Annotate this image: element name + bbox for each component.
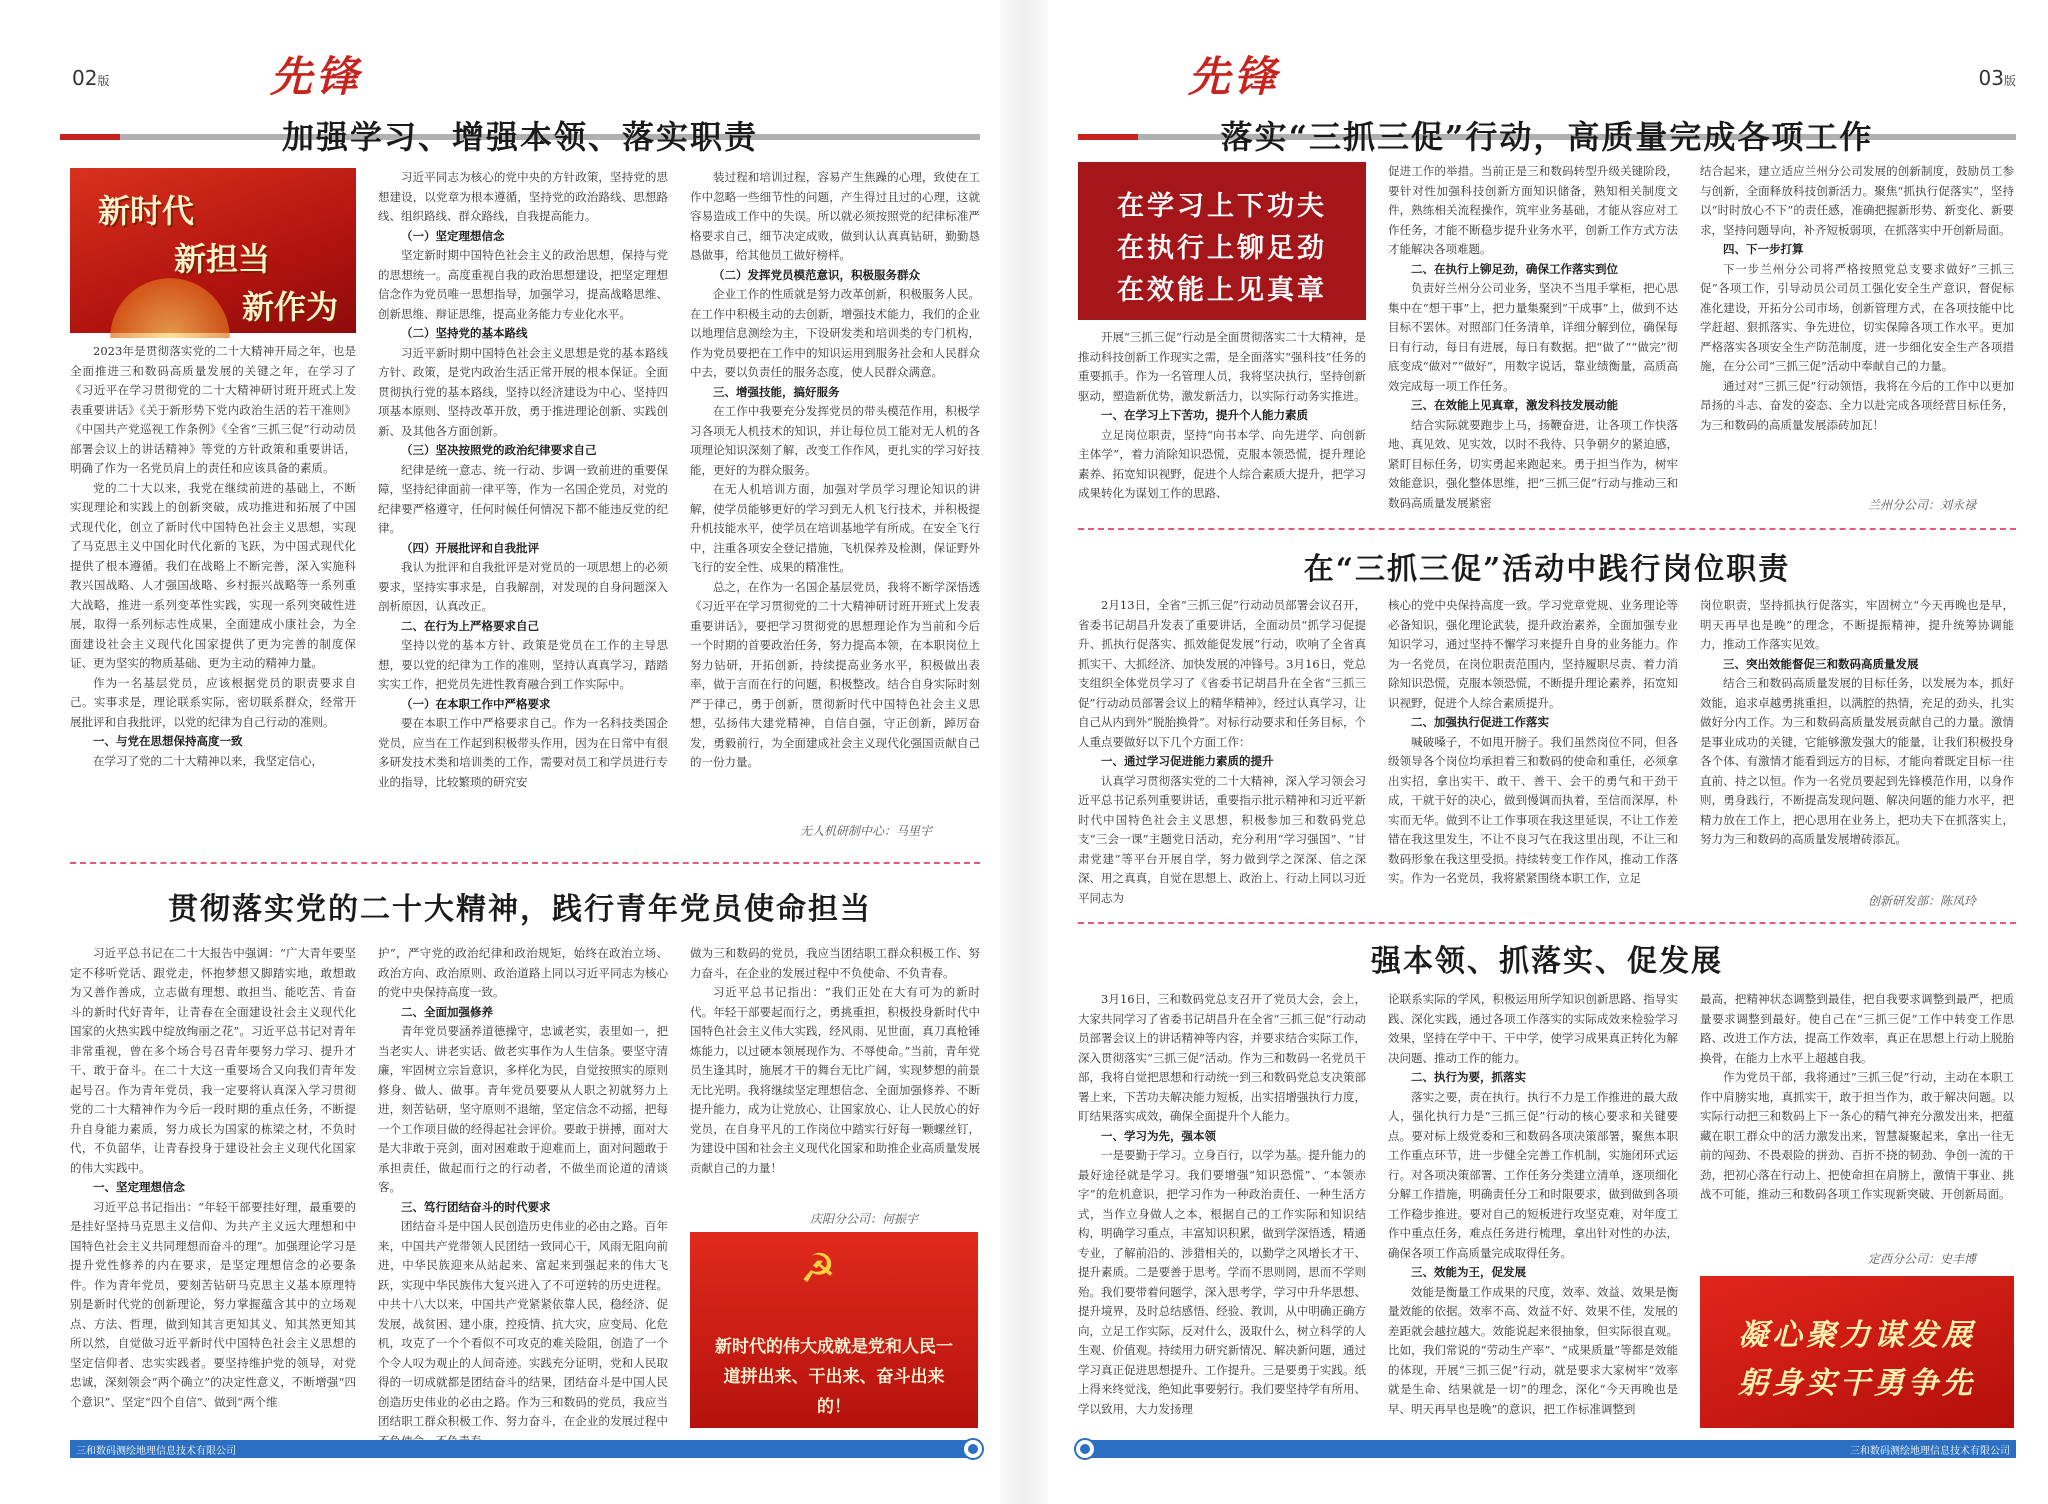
section-heading: 四、下一步打算 (1723, 242, 1804, 256)
section-heading: 三、效能为王，促发展 (1411, 1265, 1526, 1279)
section-heading: 一、通过学习促进能力素质的提升 (1101, 754, 1274, 768)
article-column: 最高，把精神状态调整到最佳，把自我要求调整到最严，把质量要求调整到最好。使自己在“三抓三促”工作中转变工作思路、改进工作方法，提高工作效率，真正在思想上行动上脱胎换骨，在能力上水平上超越自我。 作为党员干部，我将通过“三抓三促”行动，主动在本职工作中肩膀实地，真抓实干，敢于担当作为，敢于解决问题。以实际行动把三和数码上下一条心的精气神充分激发出来，把蕴藏在职工群众中的活力激发出来，智慧凝聚起来，拿出一往无前的闯劲、不畏艰险的拼劲、百折不挠的韧劲、争创一流的干劲，把初心落在行动上、把使命担在肩膀上，激情干事业、挑战不可能，推动三和数码各项工作实现新突破、开创新局面。 (1700, 992, 2014, 1201)
section-heading: 三、突出效能督促三和数码高质量发展 (1723, 656, 1919, 671)
article-column: 习近平同志为核心的党中央的方针政策，坚持党的思想建设，以党章为根本遵循，坚持党的政治路线、思想路线、组织路线、群众路线，自我提高能力。 （一）坚定理想信念 坚定新时期中国特色社会主义的政治思想，保持与党的思想统一。高度重视自我的政治思想建设，把坚定理想信念作为党员唯一思想指导，加强学习，提高战略思维、创新思维、辩证思维，提高业务能力专业化水平。 （二）坚持党的基本路线 习近平新时期中国特色社会主义思想是党的基本路线方针、政策，是党内政治生活正常开展的根本保证。全面贯彻执行党的基本路线，坚持以经济建设为中心、坚持四项基本原则、坚持改革开放，勇于推进理论创新、实践创新、及其他各方面创新。 （三）坚决按照党的政治纪律要求自己 纪律是统一意志、统一行动、步调一致前进的重要保障，坚持纪律面前一律平等，作为一名国企党员，对党的纪律要严格遵守，任何时候任何情况下都不能违反党的纪律。 （四）开展批评和自我批评 我认为批评和自我批评是对党员的一项思想上的必须要求，坚持实事求是，自我解剖，对发现的自身问题深入剖析原因，认真改正。 二、在行为上严格要求自己 坚持以党的基本方针、政策是党员在工作的主导思想，要以党的纪律为工作的准则，坚持认真真学习，踏踏实实工作，把党员先进性教育融合到工作实际中。 （一）在本职工作中严格要求 要在本职工作中严格要求自己。作为一名科技类国企党员，应当在工作起到积极带头作用，因为在日常中有很多研发技术类和培训类的工作，需要对员工和学员进行专业的指导，比较繁琐的研究安 (378, 170, 668, 789)
section-divider (70, 862, 980, 864)
section-heading: 一、与党在思想保持高度一致 (93, 734, 243, 748)
article-column: 装过程和培训过程，容易产生焦躁的心理，致使在工作中忽略一些细节性的问题，产生得过且过的心理，这就容易造成工作中的失误。所以就必须按照党的纪律标准严格要求自己，细节决定成败，做到认认真真钻研，勤勤恳恳做事，给其他员工做好榜样。 （二）发挥党员模范意识，积极服务群众 企业工作的性质就是努力改革创新，积极服务人民。在工作中积极主动的去创新，增强技术能力，我们的企业以地理信息测绘为主，下设研发类和培训类的专门机构，作为党员要把在工作中的知识运用到服务社会和人民群众中去，要以负责任的服务态度，使人民群众满意。 三、增强技能，搞好服务 在工作中我要充分发挥党员的带头模范作用，积极学习各项无人机技术的知识，并让每位员工能对无人机的各项理论知识深刻了解，改变工作作风，更扎实的学习好技能，更好的为群众服务。 在无人机培训方面，加强对学员学习理论知识的讲解，使学员能够更好的学习到无人机飞行技术，并积极提升机技能水平，使学员在培训基地学有所成。在安全飞行中，注重各项安全登记措施，飞机保养及检测，保证野外飞行的安全性、成果的精准性。 总之，在作为一名国企基层党员，我将不断学深悟透《习近平在学习贯彻党的二十大精神研讨班开班式上发表重要讲话》，要把学习贯彻党的思想理论作为当前和今后一个时期的首要政治任务，努力提高本领，在本职岗位上努力钻研，开拓创新，持续提高业务水平，积极做出表率，做于言而在行的问题，积极整改。结合自身实际时刻严于律己，勇于创新，贯彻新时代中国特色社会主义思想，弘扬伟大建党精神，自信自强，守正创新，踔厉奋发，勇毅前行，为全面建成社会主义现代化强国贡献自己的一份力量。 (690, 170, 980, 769)
article-title: 强本领、抓落实、促发展 (1371, 944, 1723, 979)
article-column: 结合起来，建立适应兰州分公司发展的创新制度，鼓励员工参与创新，全面释放科技创新活力。聚焦“抓执行促落实”，坚持以“时时放心不下”的责任感，准确把握新形势、新变化、新要求，坚持问题导向，补齐短板弱项，在抓落实中开创新局面。 四、下一步打算 下一步兰州分公司将严格按照党总支要求做好“三抓三促”各项工作，引导动员公司员工强化安全生产意识，督促标准化建设，开拓分公司市场，创新管理方式，在各项技能中比学赶超、狠抓落实、争先进位，切实保障各项工作水平。更加严格落实各项安全生产防范制度，进一步细化安全生产各项措施，在分公司“三抓三促”活动中奉献自己的力量。 通过对“三抓三促”行动领悟，我将在今后的工作中以更加昂扬的斗志、奋发的姿态、全力以赴完成各项经营目标任务，为三和数码的高质量发展添砖加瓦！ (1700, 164, 2014, 432)
right-masthead (1078, 44, 2016, 101)
page-footer (1078, 1440, 2016, 1458)
article-banner-image: 在学习上下功夫 在执行上铆足劲 在效能上见真章 (1078, 162, 1366, 320)
article-title: 落实“三抓三促”行动，高质量完成各项工作 (1220, 118, 1874, 156)
article-column: 做为三和数码的党员，我应当团结职工群众积极工作、努力奋斗，在企业的发展过程中不负使命、不负青春。 习近平总书记指出：“我们正处在大有可为的新时代。年轻干部要起而行之，勇挑重担，积极投身新时代中国特色社会主义伟大实践，经风雨、见世面，真刀真枪锤炼能力，以过硬本领展现作为、不辱使命。”当前，青年党员生逢其时，施展才干的舞台无比广阔，实现梦想的前景无比光明。我将继续坚定理想信念、全面加强修养、不断提升能力，成为让党放心、让国家放心、让人民放心的好党员，在自身平凡的工作岗位中踏实行好每一颗螺丝钉，为建设中国和社会主义现代化国家和助推企业高质量发展贡献自己的力量！ (690, 946, 980, 1175)
author-signature: 庆阳分公司：何振宇 (810, 1212, 919, 1226)
section-heading: 三、在效能上见真章，激发科技发展动能 (1411, 398, 1618, 412)
article-column: 岗位职责，坚持抓执行促落实，牢固树立“今天再晚也是早，明天再早也是晚”的理念，不断提振精神，提升统筹协调能力，推动工作落实见效。 三、突出效能督促三和数码高质量发展 结合三和数码高质量发展的目标任务，以发展为本，抓好效能，追求卓越勇挑重担，以满腔的热情，充足的劲头，扎实做好分内工作。为三和数码高质量发展贡献自己的力量。激情是事业成功的关键，它能够激发强大的能量，让我们积极投身各个体、有激情才能看到远方的目标，才能向着既定目标一往直前、持之以恒。作为一名党员要起到先锋模范作用，以身作则，勇身践行，不断提高发现问题、解决问题的能力水平，把精力放在工作上，把心思用在业务上，把功夫下在抓落实上，努力为三和数码的高质量发展增砖添瓦。 (1700, 598, 2014, 846)
section-heading: 三、笃行团结奋斗的时代要求 (401, 1199, 551, 1214)
section-heading: 二、全面加强修养 (401, 1004, 493, 1019)
article-column: 开展“三抓三促”行动是全面贯彻落实二十大精神，是推动科技创新工作现实之需，是全面落实“强科技”任务的重要抓手。作为一名管理人员，我将坚决执行，坚持创新驱动，塑造新优势，激发新活力，以实际行动务实推进。 一、在学习上下苦功，提升个人能力素质 立足岗位职责，坚持“向书本学、向先进学、向创新主体学”，着力消除知识恐慌，克服本领恐慌，提升理论素养、拓宽知识视野，促进个人综合素质大提升，把学习成果转化为谋划工作的思路、 (1078, 330, 1366, 500)
party-banner-image: ☭ 新时代的伟大成就是党和人民一道拼出来、干出来、奋斗出来的！ (690, 1232, 978, 1428)
section-heading: 一、坚定理想信念 (93, 1180, 185, 1194)
section-divider (1078, 528, 2016, 530)
author-signature: 创新研发部：陈凤玲 (1868, 894, 1977, 908)
hammer-sickle-icon: ☭ (800, 1246, 836, 1292)
masthead-logo: 先锋 (270, 52, 363, 101)
section-heading: 二、在行为上严格要求自己 (401, 618, 539, 633)
right-page (1048, 0, 2048, 1504)
article-title: 在“三抓三促”活动中践行岗位职责 (1303, 552, 1791, 587)
section-divider (1078, 922, 2016, 924)
article-column: 促进工作的举措。当前正是三和数码转型升级关键阶段，要针对性加强科技创新方面知识储备，熟知相关制度文件，熟练相关流程操作，筑牢业务基础，才能从容应对工作任务，才能不断稳步提升业务水平，创新工作方式方法才能解决各项难题。 二、在执行上铆足劲，确保工作落实到位 负责好兰州分公司业务，坚决不当甩手掌柜，把心思集中在“想干事”上，把力量集聚到“干成事”上，做到不达目标不罢休。对照部门任务清单，详细分解到位，确保每日有行动，每日有进展，每日有数据。把“做了”“做完”彻底变成“做对”“做好”，用数字说话，靠业绩衡量，高质高效完成每一项工作任务。 三、在效能上见真章，激发科技发展动能 结合实际就要跑步上马，扬鞭奋进，让各项工作快落地、真见效、见实效，以时不我待、只争朝夕的紧迫感，紧盯目标任务，切实勇起来跑起来。勇于担当作为，树牢效能意识，强化整体思维，把“三抓三促”行动与推动三和数码高质量发展紧密 (1388, 164, 1678, 510)
article-column: 3月16日，三和数码党总支召开了党员大会，会上，大家共同学习了省委书记胡昌升在全省“三抓三促”行动动员部署会议上的讲话精神等内容，并要求结合实际工作，深入贯彻落实“三抓三促”活动。作为三和数码一名党员干部，我将自觉把思想和行动统一到三和数码党总支决策部署上来，下苦功夫解决能力短板，出实招增强执行力度，盯结果落实成效，确保全面提升个人能力。 一、学习为先，强本领 一是要勤于学习。立身百行，以学为基。提升能力的最好途径就是学习。我们要增强“知识恐慌”、“本领赤字”的危机意识，把学习作为一种政治责任、一种生活方式，当作立身做人之本，根据自己的工作实际和知识结构，明确学习重点，丰富知识积累，做到学深悟透，精通专业，了解前沿的、涉猎相关的，以勤学之风增长才干、提升素质。二是要善于思考。学而不思则罔，思而不学则殆。我们要带着问题学，深入思考学，学习中升华思想、提升境界，及时总结感悟、经验、教训，从中明确正确方向，立足工作实际，反对什么，汲取什么，树立科学的人生观、价值观。持续用力研究新情况、解决新问题，通过学习真正促进思想提升、工作提升。三是要勇于实践。纸上得来终觉浅，绝知此事要躬行。我们要坚持学有所用、学以致用，大力发扬理 (1078, 992, 1366, 1416)
article-column: 2023年是贯彻落实党的二十大精神开局之年，也是全面推进三和数码高质量发展的关键之年，在学习了《习近平在学习贯彻党的二十大精神研讨班开班式上发表重要讲话》《关于新形势下党内政治生活的若干准则》《中国共产党巡视工作条例》《全省“三抓三促”行动动员部署会议上的讲话精神》等党的方针政策和重要讲话，明确了作为一名党员肩上的责任和应该具备的素质。 党的二十大以来，我党在继续前进的基础上，不断实现理论和实践上的创新突破，成功推进和拓展了中国式现代化，创立了新时代中国特色社会主义思想，实现了马克思主义中国化时代化新的飞跃，为中国式现代化提供了根本遵循。我们在战略上不断完善，深入实施科教兴国战略、人才强国战略、乡村振兴战略等一系列重大战略，推进一系列变革性实践，实现一系列突破性进展，取得一系列标志性成果，全面建成小康社会，为全面建设社会主义现代化国家提供了更为完善的制度保证、更为坚实的物质基础、更为主动的精神力量。 作为一名基层党员，应该根据党员的职责要求自己。实事求是，理论联系实际，密切联系群众，经常开展批评和自我批评，以党的纪律为自己行动的准则。 一、与党在思想保持高度一致 在学习了党的二十大精神以来，我坚定信心， (70, 344, 356, 768)
article-title: 贯彻落实党的二十大精神，践行青年党员使命担当 (168, 892, 872, 927)
article-column: 护”，严守党的政治纪律和政治规矩，始终在政治立场、政治方向、政治原则、政治道路上同以习近平同志为核心的党中央保持高度一致。 二、全面加强修养 青年党员要涵养道德操守，忠诚老实，表里如一，把当老实人、讲老实话、做老实事作为人生信条。要坚守清廉，牢固树立宗旨意识，多样化为民，自觉按照实的原则修身、做人、做事。青年党员要要从人职之初就努力上进，刻苦钻研，坚守原则不退缩，坚定信念不动摇，把每一个工作项目做的经得起社会评价。要敢于拼搏，面对大是大非敢于亮剑，面对困难敢于迎难而上，面对问题敢于承担责任，做起而行之的行动者，不做坐而论道的清谈客。 三、笃行团结奋斗的时代要求 团结奋斗是中国人民创造历史伟业的必由之路。百年来，中国共产党带领人民团结一致同心干，风雨无阻向前进，中华民族迎来从站起来、富起来到强起来的伟大飞跃，实现中华民族伟大复兴进入了不可逆转的历史进程。中共十八大以来，中国共产党紧紧依靠人民，稳经济、促发展，战贫困、建小康，控疫情、抗大灾，应变局、化危机，攻克了一个个看似不可攻克的难关险阻，创造了一个个令人叹为观止的人间奇迹。实践充分证明，党和人民取得的一切成就都是团结奋斗的结果，团结奋斗是中国人民创造历史伟业的必由之路。作为三和数码的党员，我应当团结职工群众积极工作、努力奋斗，在企业的发展过程中 (378, 946, 668, 1428)
footer-circle-icon (1074, 1438, 1096, 1460)
section-heading: 三、增强技能，搞好服务 (713, 384, 840, 399)
closing-banner-image: 凝心聚力谋发展 躬身实干勇争先 (1700, 1276, 2014, 1428)
page-number: 02版 (72, 66, 110, 90)
page-number: 03版 (1978, 66, 2016, 90)
section-heading: 二、在执行上铆足劲，确保工作落实到位 (1411, 261, 1618, 276)
left-page (0, 0, 1000, 1504)
article-title: 加强学习、增强本领、落实职责 (281, 118, 758, 156)
banner-line: 新担当 (174, 240, 271, 278)
article-column: 核心的党中央保持高度一致。学习党章党规、业务理论等必备知识，强化理论武装，提升政治素养，全面加强专业知识学习，通过坚持不懈学习来提升自身的业务能力。作为一名党员，在岗位职责范围内，坚持履职尽责、着力消除知识恐慌，克服本领恐慌，不断提升理论素养，拓宽知识视野，促进个人综合素质提升。 二、加强执行促进工作落实 喊破嗓子，不如甩开膀子。我们虽然岗位不同，但各级领导各个岗位均承担着三和数码的使命和重任，必须拿出实招，拿出实干、敢干、善干、会干的勇气和干劲干成，干就干好的决心，做到慢调而执着，至信而深厚，朴实而无华。做到不让工作事项在我这里延误，不让工作差错在我这里发生，不让不良习气在我这里出现，不让三和数码形象在我这里受损。持续转变工作作风，推动工作落实。作为一名党员，我将紧紧围绕本职工作，立足 (1388, 598, 1678, 885)
author-signature: 无人机研制中心：马里宇 (800, 824, 933, 838)
page-footer (70, 1440, 980, 1458)
section-heading: 一、学习为先，强本领 (1101, 1128, 1216, 1143)
article-column: 习近平总书记在二十大报告中强调：“广大青年要坚定不移听党话、跟党走，怀抱梦想又脚踏实地，敢想敢为又善作善成，立志做有理想、敢担当、能吃苦、肯奋斗的新时代好青年，让青春在全面建设社会主义现代化国家的火热实践中绽放绚丽之花”。习近平总书记对青年非常重视，曾在多个场合号召青年要努力学习、提升才干、敢于奋斗。在二十大这一重要场合又向我们青年发起号召。作为青年党员，我一定要将认真深入学习贯彻党的二十大精神作为今后一段时期的重点任务，不断提升自身能力素质，努力成长为国家的栋梁之材，不负时代，不负韶华，让青春投身于建设社会主义现代化国家的伟大实践中。 一、坚定理想信念 习近平总书记指出：“年轻干部要挂好理，最重要的是挂好坚持马克思主义信仰、为共产主义远大理想和中国特色社会主义共同理想而奋斗的理”。加强理论学习是提升党性修养的内在要求，是坚定理想信念的必要条件。作为青年党员，要刻苦钻研马克思主义基本原理特别是新时代党的创新理论，努力掌握蕴含其中的立场观点、方法、哲理，做到知其言更知其义、知其然更知其所以然，自觉做习近平新时代中国特色社会主义思想的坚定信仰者、忠实实践者。要坚持维护党的领导，对党忠诚，深刻领会“两个确立”的决定性意义，不断增强“四个意识”、坚定“四个自信”、做到“两个维 (70, 946, 356, 1409)
section-heading: 二、执行为要，抓落实 (1411, 1070, 1526, 1084)
page-gutter (1000, 0, 1048, 1504)
footer-company: 三和数码测绘地理信息技术有限公司 (76, 1446, 236, 1457)
section-heading: 一、在学习上下苦功，提升个人能力素质 (1101, 408, 1308, 422)
footer-company: 三和数码测绘地理信息技术有限公司 (1850, 1446, 2010, 1457)
banner-line: 新作为 (242, 288, 339, 326)
left-masthead (60, 44, 980, 101)
article-column: 2月13日，全省“三抓三促”行动动员部署会议召开，省委书记胡昌升发表了重要讲话，全面动员“抓学习促提升、抓执行促落实、抓效能促发展”行动，吹响了全省真抓实干、大抓经济、加快发展的冲锋号。3月16日，党总支组织全体党员学习了《省委书记胡昌升在全省“三抓三促”行动动员部署会议上的精华精神》，经过认真学习，让自己从内到外“脱胎换骨”。对标行动要求和任务目标，个人重点要做好以下几个方面工作： 一、通过学习促进能力素质的提升 认真学习贯彻落实党的二十大精神，深入学习领会习近平总书记系列重要讲话，重要指示批示精神和习近平新时代中国特色社会主义思想，积极参加三和数码党总支“三会一课”主题党日活动，充分利用“学习强国”、“甘肃党建”等平台开展自学，努力做到学之深深、信之深深、用之真真，自觉在思想上、政治上、行动上同以习近平同志为 (1078, 598, 1366, 905)
masthead-logo: 先锋 (1188, 52, 1281, 101)
section-heading: 二、加强执行促进工作落实 (1411, 715, 1549, 729)
article-column: 论联系实际的学风，积极运用所学知识创新思路、指导实践、深化实践，通过各项工作落实的实际成效来检验学习效果，坚持在学中干、干中学，使学习成果真正转化为解决问题、推动工作的能力。 二、执行为要，抓落实 落实之要，责在执行。执行不力是工作推进的最大敌人，强化执行力是“三抓三促”行动的核心要求和关键要点。要对标上级党委和三和数码各项决策部署，聚焦本职工作重点环节，进一步健全完善工作机制，实施闭环式运行。对各项决策部署、工作任务分类建立清单，逐项细化分解工作措施，明确责任分工和时限要求，做到做到各项工作稳步推进。要对自己的短板进行攻坚克难，对年度工作中重点任务，难点任务进行梳理，拿出针对性的办法，确保各项工作高质量完成取得任务。 三、效能为王，促发展 效能是衡量工作成果的尺度，效率、效益、效果是衡量效能的依据。效率不高、效益不好、效果不佳，发展的差距就会越拉越大。效能说起来很抽象，但实际很直观。比如，我们常说的“劳动生产率”、“成果质量”等都是效能的体现，开展“三抓三促”行动，就是要求大家树牢“效率就是生命、结果就是一切”的理念，深化“今天再晚也是早、明天再早也是晚”的意识，把工作标准调整到 (1388, 992, 1678, 1416)
banner-line: 新时代 (98, 192, 195, 230)
author-signature: 定西分公司：史丰博 (1868, 1252, 1977, 1266)
author-signature: 兰州分公司：刘永禄 (1868, 498, 1977, 512)
footer-circle-icon (962, 1438, 984, 1460)
article-banner-image (70, 168, 356, 333)
sunrise-graphic (110, 278, 230, 338)
